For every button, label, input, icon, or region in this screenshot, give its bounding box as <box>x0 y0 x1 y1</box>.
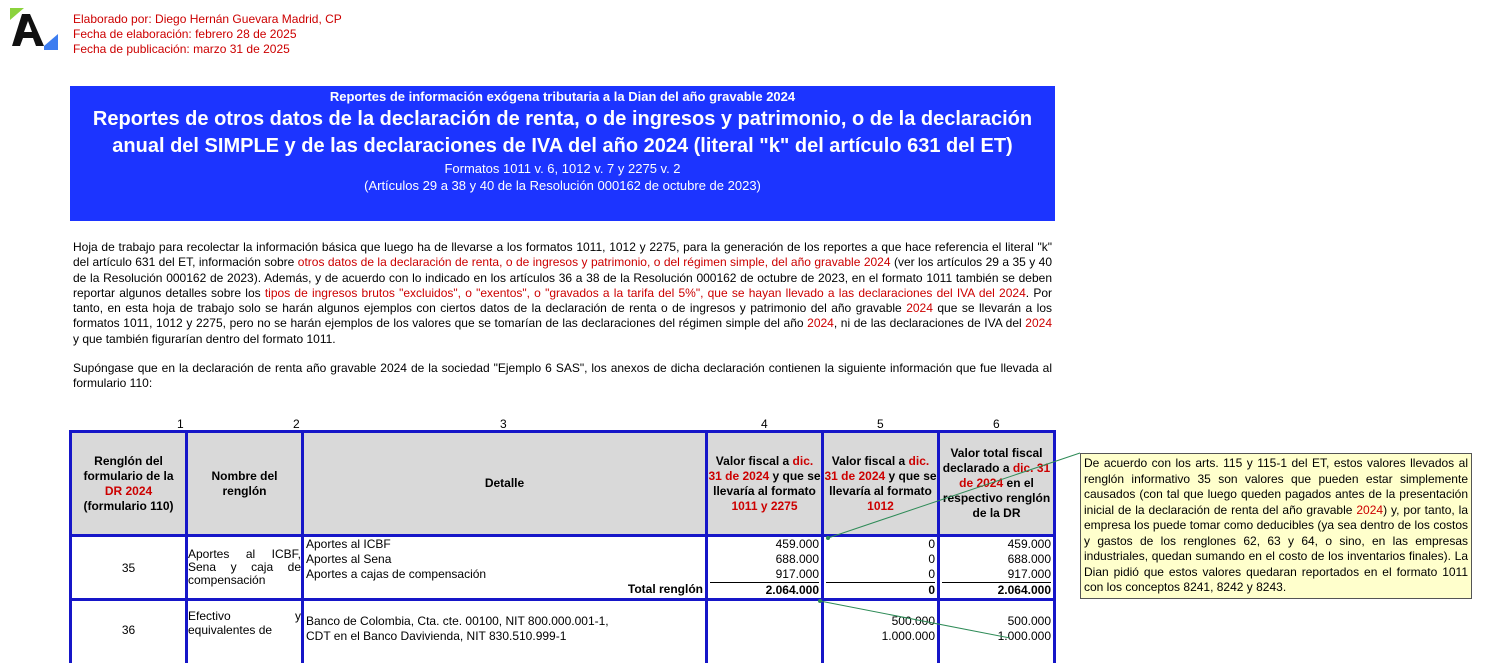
header-highlight: 1012 <box>867 499 894 513</box>
intro-highlight: 2024 <box>906 301 933 315</box>
value-cell: 1.000.000 <box>942 629 1051 644</box>
intro-text: (ver los artículos 29 a 35 y 40 de la Resolución 000162 de 2023). Además, y de acuerdo con lo indicado en los artículos 36 a 38 de la Resolución 000162 de octubre de 2023, en el formato 1011 también se deben reportar algunos detalles sobre los <box>73 255 1052 300</box>
intro-highlight: otros datos de la declaración de renta, o de ingresos y patrimonio, o del régimen simple, del año gravable 2024 <box>298 255 891 269</box>
total-value: 0 <box>826 582 935 598</box>
detail-line: Aportes al Sena <box>306 552 703 567</box>
value-cell: 0 <box>826 537 935 552</box>
elaboration-date: Fecha de elaboración: febrero 28 de 2025 <box>73 27 342 42</box>
value-cell: 500.000 <box>942 614 1051 629</box>
row-nombre: Efectivo y equivalentes de <box>187 600 303 663</box>
header-text: Valor fiscal a <box>832 454 905 468</box>
intro-text: . Por tanto, en esta hoja de trabajo solo se harán algunos ejemplos con ciertos datos de la declaración de renta o de ingresos y patrimonio del año gravable <box>73 286 1052 315</box>
note-highlight: 2024 <box>1356 503 1383 517</box>
banner-formats: Formatos 1011 v. 6, 1012 v. 7 y 2275 v. 2 <box>70 160 1055 177</box>
total-label: Total renglón <box>306 582 703 597</box>
value-cell: 459.000 <box>710 537 819 552</box>
column-number: 4 <box>761 417 768 431</box>
column-number: 1 <box>177 417 184 431</box>
detail-line: CDT en el Banco Davivienda, NIT 830.510.999-1 <box>306 629 703 644</box>
connector-line <box>828 453 1080 538</box>
value-cell: 0 <box>826 552 935 567</box>
detail-line: Banco de Colombia, Cta. cte. 00100, NIT 800.000.001-1, <box>306 614 703 629</box>
cell-comment-note[interactable] <box>1080 453 1472 599</box>
row-renglon: 36 <box>71 600 187 663</box>
connector-line <box>820 601 1010 638</box>
row-nombre: Aportes al ICBF, Sena y caja de compensación <box>187 536 303 600</box>
column-number: 6 <box>993 417 1000 431</box>
note-text: ) y, por tanto, la empresa los puede tomar como deducibles (ya sea dentro de los costos y gastos de los renglones 62, 63 y 64, o sino, en las empresas industriales, quedan sumando en el costo de los inventarios finales). La Dian pidió que estos valores quedaran reportados en el formato 1011 con los conceptos 8241, 8242 y 8243. <box>1084 503 1468 595</box>
total-value: 2.064.000 <box>942 582 1051 598</box>
header-highlight: DR 2024 <box>105 484 152 498</box>
value-cell: 917.000 <box>942 567 1051 582</box>
column-number: 3 <box>500 417 507 431</box>
header-nombre: Nombre del renglón <box>187 432 303 536</box>
connector-dot <box>818 599 822 603</box>
author-line: Elaborado por: Diego Hernán Guevara Madrid, CP <box>73 12 342 27</box>
header-highlight: dic. 31 de 2024 <box>824 454 929 483</box>
value-cell: 917.000 <box>710 567 819 582</box>
intro-highlight: 2024 <box>1025 316 1052 330</box>
intro-text: Hoja de trabajo para recolectar la información básica que luego ha de llevarse a los formatos 1011, 1012 y 2275, para la generación de los reportes a que hace referencia el literal "k" del artículo 631 del ET, información sobre <box>73 240 1052 269</box>
value-cell: 1.000.000 <box>826 629 935 644</box>
column-number: 5 <box>877 417 884 431</box>
row-renglon: 35 <box>71 536 187 600</box>
value-cell: 0 <box>826 567 935 582</box>
note-text: De acuerdo con los arts. 115 y 115-1 del ET, estos valores llevados al renglón informativo 35 son valores que pueden estar simplemente causados (con tal que luego queden pagados antes de la presentación inicial de la declaración de renta del año gravable <box>1084 456 1468 517</box>
intro-text: , ni de las declaraciones de IVA del <box>834 316 1025 330</box>
intro-text: que se llevarán a los formatos 1011, 1012 y 2275, pero no se harán ejemplos de los valores que se tomarían de las declaraciones del régimen simple del año <box>73 301 1052 330</box>
banner-articles: (Artículos 29 a 38 y 40 de la Resolución 000162 de octubre de 2023) <box>70 177 1055 194</box>
header-text: Valor fiscal a <box>716 454 789 468</box>
value-cell: 459.000 <box>942 537 1051 552</box>
banner-supertitle: Reportes de información exógena tributaria a la Dian del año gravable 2024 <box>70 89 1055 104</box>
header-highlight: dic. 31 de 2024 <box>959 461 1050 490</box>
value-cell: 500.000 <box>826 614 935 629</box>
intro-text: y que también figurarían dentro del formato 1011. <box>73 332 336 346</box>
example-paragraph: Supóngase que en la declaración de renta año gravable 2024 de la sociedad "Ejemplo 6 SAS", los anexos de dicha declaración contienen la siguiente información que fue llevada al formulario 110: <box>73 361 1052 392</box>
intro-highlight: 2024 <box>807 316 834 330</box>
header-text: Renglón del formulario de la <box>83 454 173 483</box>
header-text: Valor total fiscal declarado a <box>943 446 1043 475</box>
column-number: 2 <box>293 417 300 431</box>
banner-title: Reportes de otros datos de la declaración de renta, o de ingresos y patrimonio, o de la declaración anual del SIMPLE y de las declaraciones de IVA del año 2024 (literal "k" del artículo 631 del ET) <box>78 106 1047 160</box>
header-highlight: 1011 y 2275 <box>731 499 797 513</box>
value-cell: 688.000 <box>942 552 1051 567</box>
header-highlight: dic. 31 de 2024 <box>708 454 813 483</box>
header-detalle: Detalle <box>303 432 707 536</box>
connector-dot <box>826 536 830 540</box>
detail-line: Aportes al ICBF <box>306 537 703 552</box>
intro-highlight: tipos de ingresos brutos "excluidos", o "exentos", o "gravados a la tarifa del 5%", que se hayan llevado a las declaraciones del IVA del 2024 <box>265 286 1026 300</box>
total-value: 2.064.000 <box>710 582 819 598</box>
detail-line: Aportes a cajas de compensación <box>306 567 703 582</box>
header-text: (formulario 110) <box>83 499 173 513</box>
header-text: y que se llevaría al formato <box>829 469 936 498</box>
value-cell: 688.000 <box>710 552 819 567</box>
header-text: en el respectivo renglón de la DR <box>943 476 1050 520</box>
header-text: y que se llevaría al formato <box>713 469 820 498</box>
publication-date: Fecha de publicación: marzo 31 de 2025 <box>73 42 342 57</box>
